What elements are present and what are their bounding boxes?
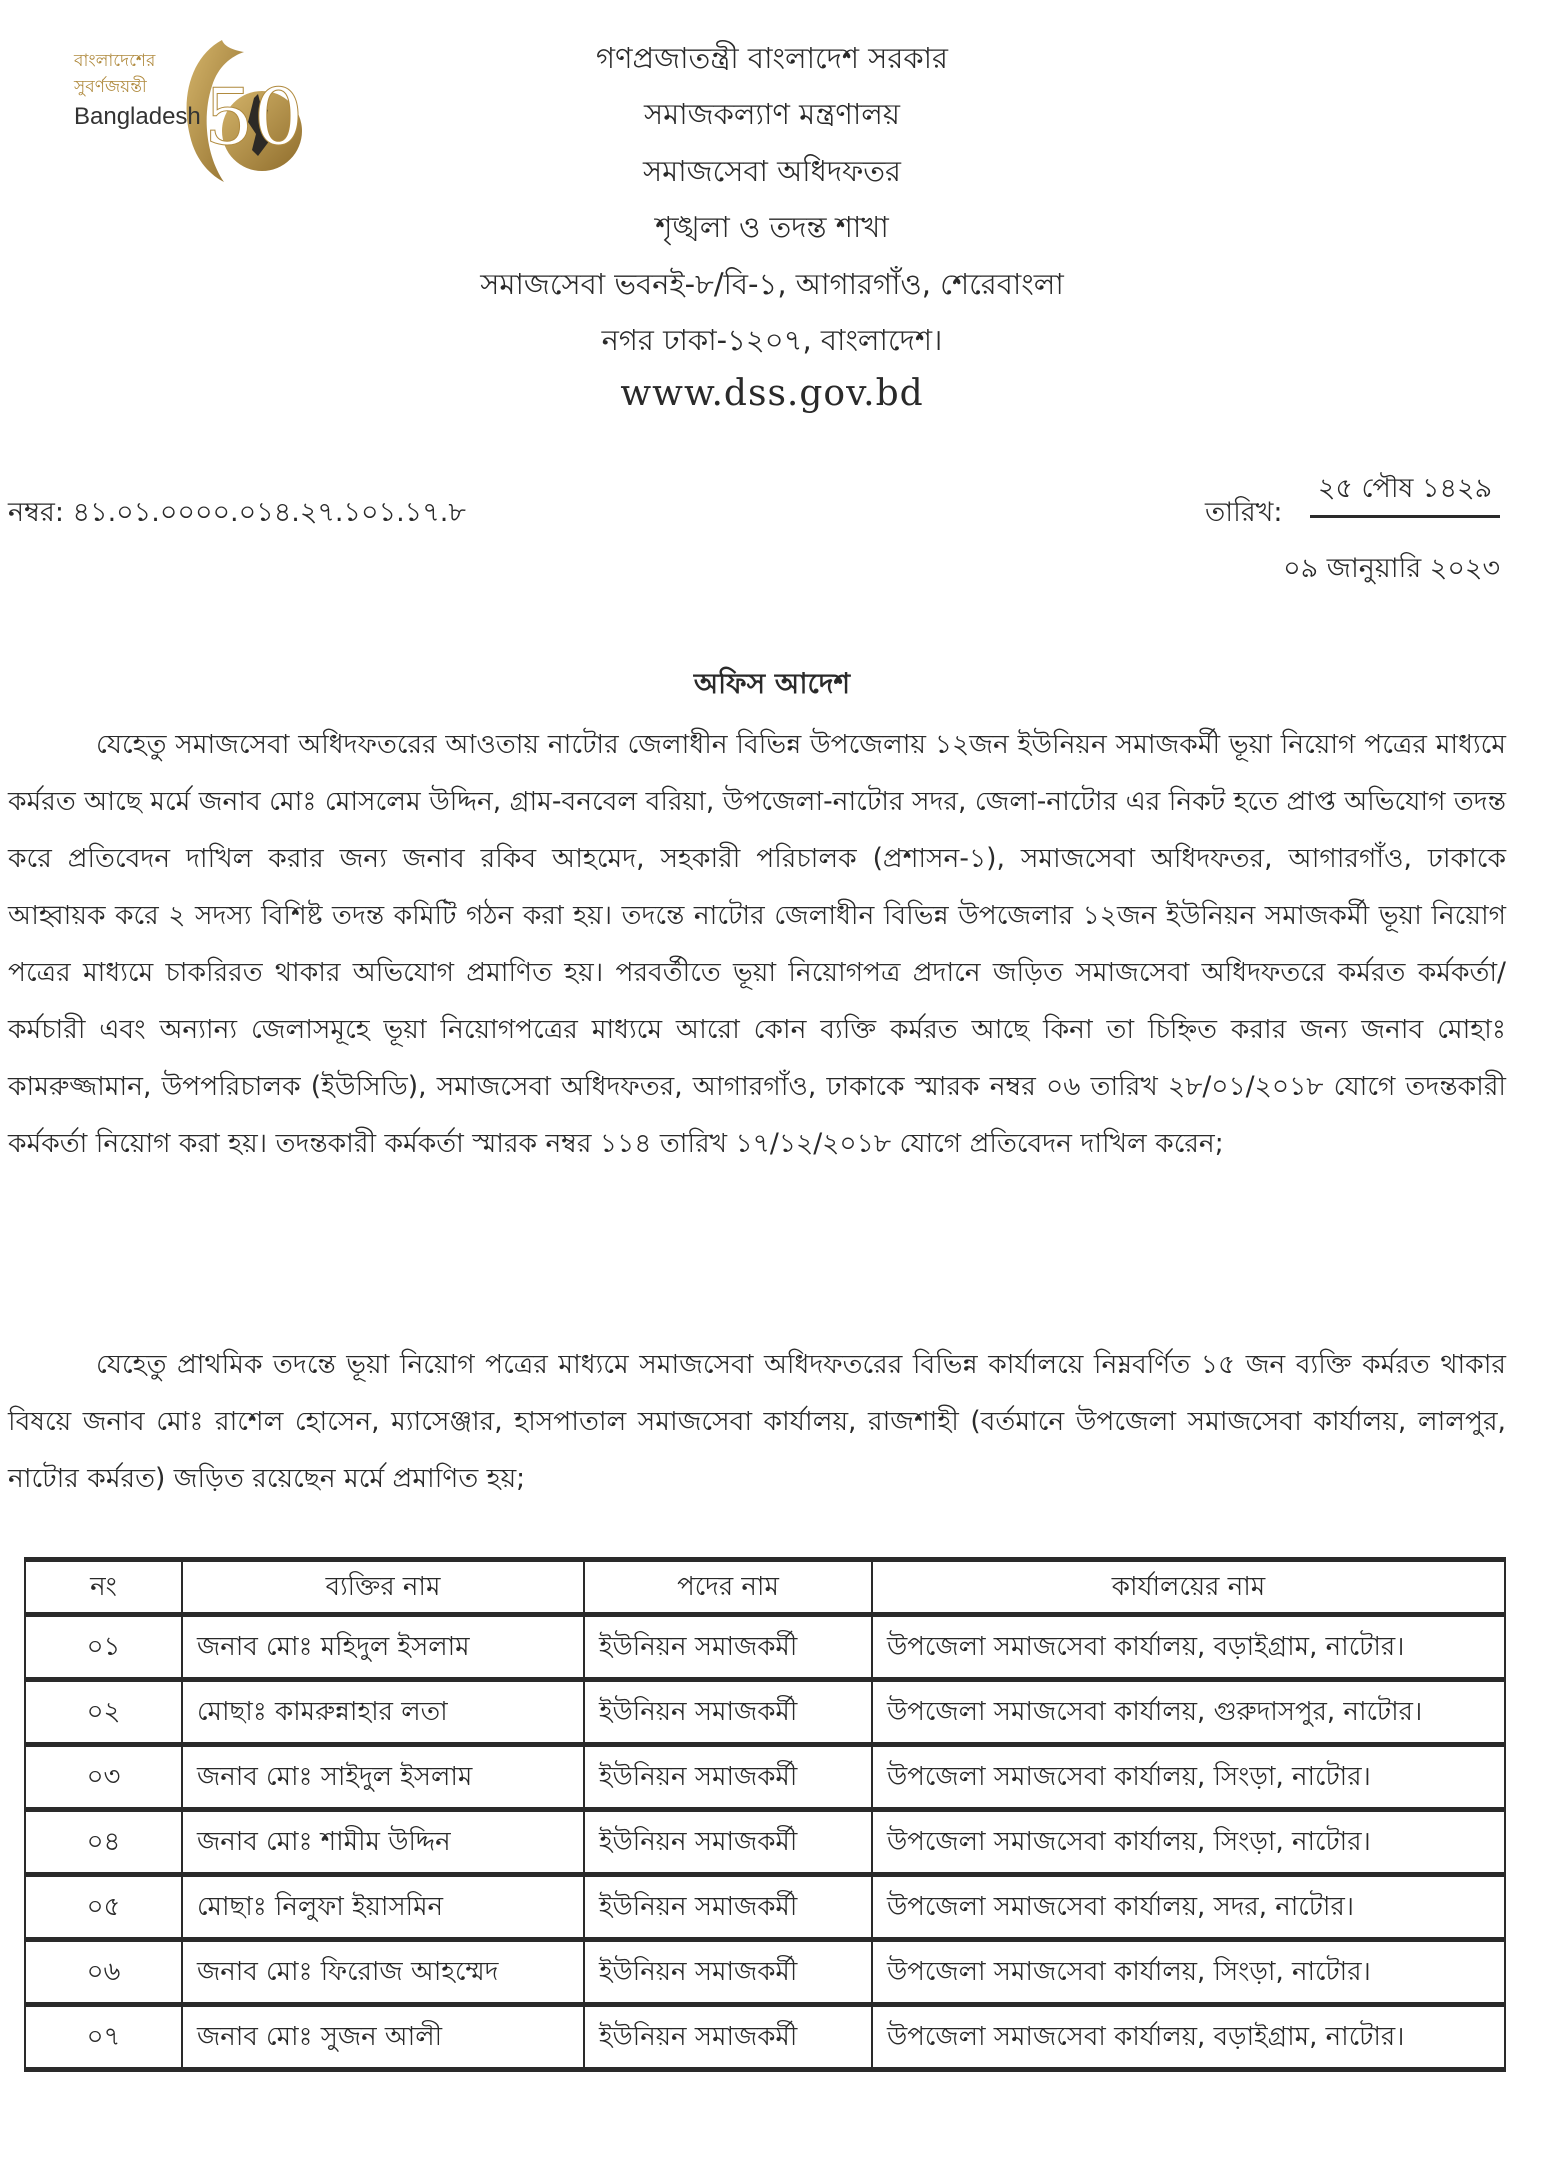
cell-person-name: জনাব মোঃ সাইদুল ইসলাম	[182, 1745, 584, 1810]
cell-designation: ইউনিয়ন সমাজকর্মী	[584, 1615, 872, 1680]
cell-serial: ০৪	[25, 1810, 182, 1875]
cell-serial: ০৩	[25, 1745, 182, 1810]
cell-designation: ইউনিয়ন সমাজকর্মী	[584, 1745, 872, 1810]
table-row	[25, 1940, 1505, 2005]
logo-bangla-line2: সুবর্ণজয়ন্তী	[74, 77, 147, 97]
cell-serial: ০৫	[25, 1875, 182, 1940]
paragraph-1: যেহেতু সমাজসেবা অধিদফতরের আওতায় নাটোর জেলাধীন বিভিন্ন উপজেলায় ১২জন ইউনিয়ন সমাজকর্মী ভূয়া নিয়োগ পত্রের মাধ্যমে কর্মরত আছে মর্মে জনাব মোঃ মোসলেম উদ্দিন, গ্রাম-বনবেল বরিয়া, উপজেলা-নাটোর সদর, জেলা-নাটোর এর নিকট হতে প্রাপ্ত অভিযোগ তদন্ত করে প্রতিবেদন দাখিল করার জন্য জনাব রকিব আহমেদ, সহকারী পরিচালক (প্রশাসন-১), সমাজসেবা অধিদফতর, আগারগাঁও, ঢাকাকে আহ্বায়ক করে ২ সদস্য বিশিষ্ট তদন্ত কমিটি গঠন করা হয়। তদন্তে নাটোর জেলাধীন বিভিন্ন উপজেলার ১২জন ইউনিয়ন সমাজকর্মী ভূয়া নিয়োগ পত্রের মাধ্যমে চাকরিরত থাকার অভিযোগ প্রমাণিত হয়। পরবর্তীতে ভূয়া নিয়োগপত্র প্রদানে জড়িত সমাজসেবা অধিদফতরে কর্মরত কর্মকর্তা/কর্মচারী এবং অন্যান্য জেলাসমূহে ভূয়া নিয়োগপত্রের মাধ্যমে আরো কোন ব্যক্তি কর্মরত আছে কিনা তা চিহ্নিত করার জন্য জনাব মোহাঃ কামরুজ্জামান, উপপরিচালক (ইউসিডি), সমাজসেবা অধিদফতর, আগারগাঁও, ঢাকাকে স্মারক নম্বর ০৬ তারিখ ২৮/০১/২০১৮ যোগে তদন্তকারী কর্মকর্তা নিয়োগ করা হয়। তদন্তকারী কর্মকর্তা স্মারক নম্বর ১১৪ তারিখ ১৭/১২/২০১৮ যোগে প্রতিবেদন দাখিল করেন;	[8, 729, 1506, 1159]
cell-serial: ০৭	[25, 2005, 182, 2070]
header-department: সমাজসেবা অধিদফতর	[642, 154, 901, 188]
header-designation: পদের নাম	[584, 1560, 872, 1615]
cell-person-name: জনাব মোঃ মহিদুল ইসলাম	[182, 1615, 584, 1680]
table-row	[25, 1875, 1505, 1940]
header-serial: নং	[25, 1560, 182, 1615]
date-label: তারিখ:	[1205, 497, 1283, 528]
cell-designation: ইউনিয়ন সমাজকর্মী	[584, 1680, 872, 1745]
cell-person-name: জনাব মোঃ সুজন আলী	[182, 2005, 584, 2070]
header-person-name: ব্যক্তির নাম	[182, 1560, 584, 1615]
cell-person-name: জনাব মোঃ ফিরোজ আহম্মেদ	[182, 1940, 584, 2005]
logo-english: Bangladesh	[74, 103, 201, 130]
cell-office: উপজেলা সমাজসেবা কার্যালয়, গুরুদাসপুর, নাটোর।	[872, 1680, 1505, 1745]
date-bangla: ২৫ পৌষ ১৪২৯	[1317, 473, 1493, 504]
table-row	[25, 2005, 1505, 2070]
table-row	[25, 1680, 1505, 1745]
logo-bangla-line1: বাংলাদেশের	[74, 51, 156, 71]
cell-designation: ইউনিয়ন সমাজকর্মী	[584, 1940, 872, 2005]
cell-office: উপজেলা সমাজসেবা কার্যালয়, বড়াইগ্রাম, নাটোর।	[872, 2005, 1505, 2070]
header-office: কার্যালয়ের নাম	[872, 1560, 1505, 1615]
cell-person-name: জনাব মোঃ শামীম উদ্দিন	[182, 1810, 584, 1875]
logo-number: 50	[204, 73, 304, 163]
website-link[interactable]: www.dss.gov.bd	[620, 373, 924, 414]
header-ministry: সমাজকল্যাণ মন্ত্রণালয়	[644, 97, 900, 131]
cell-office: উপজেলা সমাজসেবা কার্যালয়, সদর, নাটোর।	[872, 1875, 1505, 1940]
cell-serial: ০১	[25, 1615, 182, 1680]
cell-office: উপজেলা সমাজসেবা কার্যালয়, সিংড়া, নাটোর।	[872, 1745, 1505, 1810]
document-title: অফিস আদেশ	[693, 667, 851, 700]
paragraph-2: যেহেতু প্রাথমিক তদন্তে ভূয়া নিয়োগ পত্রের মাধ্যমে সমাজসেবা অধিদফতরের বিভিন্ন কার্যালয়ে নিম্নবর্ণিত ১৫ জন ব্যক্তি কর্মরত থাকার বিষয়ে জনাব মোঃ রাশেল হোসেন, ম্যাসেঞ্জার, হাসপাতাল সমাজসেবা কার্যালয়, রাজশাহী (বর্তমানে উপজেলা সমাজসেবা কার্যালয়, লালপুর, নাটোর কর্মরত) জড়িত রয়েছেন মর্মে প্রমাণিত হয়;	[8, 1349, 1506, 1494]
cell-designation: ইউনিয়ন সমাজকর্মী	[584, 2005, 872, 2070]
date-divider	[1310, 515, 1500, 518]
cell-serial: ০২	[25, 1680, 182, 1745]
cell-office: উপজেলা সমাজসেবা কার্যালয়, সিংড়া, নাটোর।	[872, 1940, 1505, 2005]
persons-table	[24, 1557, 1506, 2072]
table-row	[25, 1615, 1505, 1680]
table-row	[25, 1810, 1505, 1875]
cell-serial: ০৬	[25, 1940, 182, 2005]
header-address-line1: সমাজসেবা ভবনই-৮/বি-১, আগারগাঁও, শেরেবাংলা	[480, 267, 1064, 301]
cell-person-name: মোছাঃ কামরুন্নাহার লতা	[182, 1680, 584, 1745]
cell-person-name: মোছাঃ নিলুফা ইয়াসমিন	[182, 1875, 584, 1940]
memo-number: নম্বর: ৪১.০১.০০০০.০১৪.২৭.১০১.১৭.৮	[8, 497, 466, 528]
cell-office: উপজেলা সমাজসেবা কার্যালয়, সিংড়া, নাটোর।	[872, 1810, 1505, 1875]
date-gregorian: ০৯ জানুয়ারি ২০২৩	[1283, 553, 1500, 584]
cell-designation: ইউনিয়ন সমাজকর্মী	[584, 1875, 872, 1940]
header-address-line2: নগর ঢাকা-১২০৭, বাংলাদেশ।	[601, 323, 943, 357]
cell-designation: ইউনিয়ন সমাজকর্মী	[584, 1810, 872, 1875]
header-government: গণপ্রজাতন্ত্রী বাংলাদেশ সরকার	[595, 41, 949, 75]
header-branch: শৃঙ্খলা ও তদন্ত শাখা	[655, 210, 889, 244]
cell-office: উপজেলা সমাজসেবা কার্যালয়, বড়াইগ্রাম, নাটোর।	[872, 1615, 1505, 1680]
table-header-row	[25, 1560, 1505, 1615]
table-row	[25, 1745, 1505, 1810]
